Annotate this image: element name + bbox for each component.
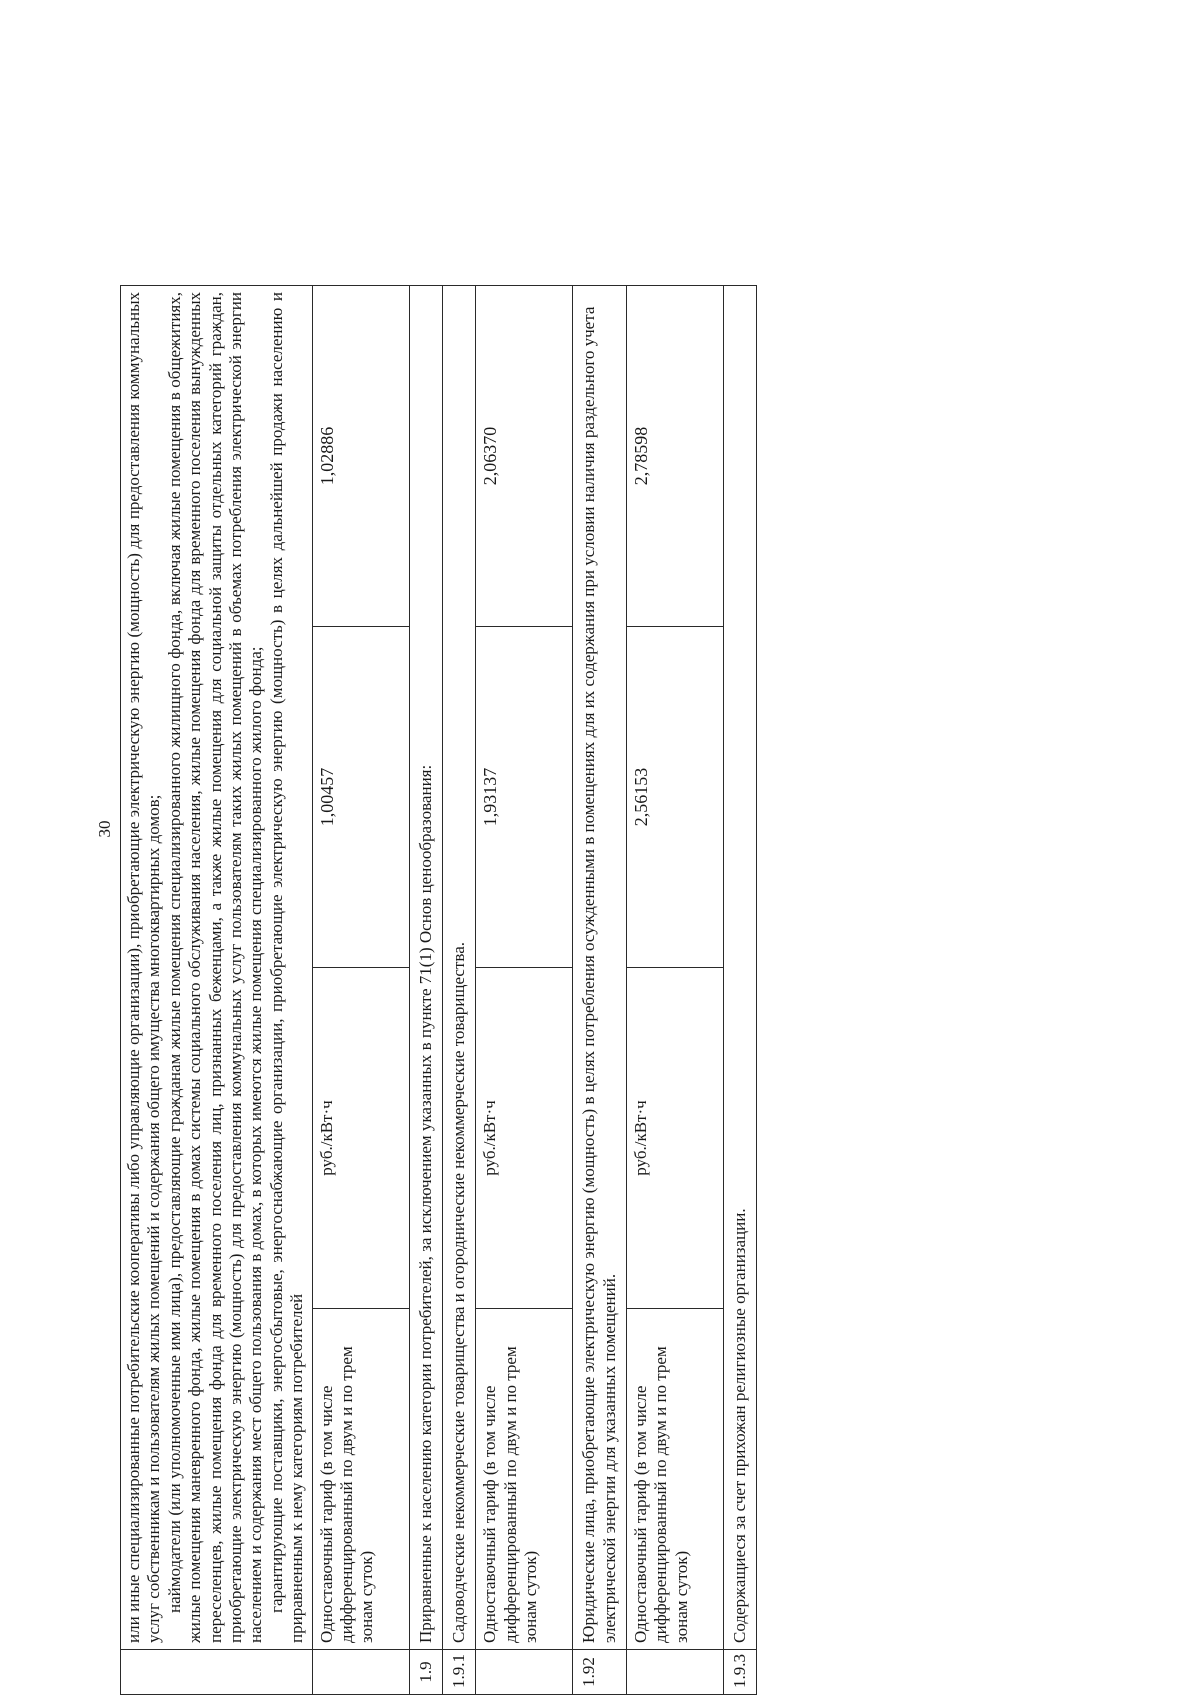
section-text: Содержащиеся за счет прихожан религиозные организации.: [724, 286, 757, 1650]
row-number: [312, 1650, 409, 1695]
tariff-label: Одноставочный тариф (в том числе дифференцированный по двум и по трем зонам суток): [476, 1309, 573, 1650]
tariff-label: Одноставочный тариф (в том числе дифференцированный по двум и по трем зонам суток): [312, 1309, 409, 1650]
section-text: Садоводческие некоммерческие товарищества и огороднические некоммерческие товарищества.: [442, 286, 475, 1650]
tariff-value-first-half: 1,93137: [476, 627, 573, 968]
tariff-value-second-half: 2,78598: [627, 286, 724, 627]
tariff-label: Одноставочный тариф (в том числе дифференцированный по двум и по трем зонам суток): [627, 1309, 724, 1650]
row-number: [476, 1650, 573, 1695]
section-row: [409, 286, 442, 1695]
tariff-value-first-half: 1,00457: [312, 627, 409, 968]
row-number: [627, 1650, 724, 1695]
intro-paragraph: или иные специализированные потребительские кооперативы либо управляющие организации), приобретающие электрическую энергию (мощность) для предоставления коммунальных услуг собственникам и пользователям жилых помещений и содержания общего имущества многоквартирных домов;: [124, 292, 164, 1643]
section-row: [724, 286, 757, 1695]
section-text: Приравненные к населению категории потребителей, за исключением указанных в пункте 71(1) Основ ценообразования:: [409, 286, 442, 1650]
row-number: 1.9: [409, 1650, 442, 1695]
tariff-value-second-half: 1,02886: [312, 286, 409, 627]
intro-row: [121, 286, 313, 1695]
row-number: 1.9.1: [442, 1650, 475, 1695]
row-number: 1.92: [573, 1650, 627, 1695]
section-row: [442, 286, 475, 1695]
intro-paragraph: наймодатели (или уполномоченные ими лица), предоставляющие гражданам жилые помещения специализированного жилищного фонда, включая жилые помещения в общежитиях, жилые помещения маневренного фонда, жилые помещения в домах системы социального обслуживания населения, жилые помещения фонда для временного поселения вынужденных переселенцев, жилые помещения фонда для временного поселения лиц, признанных беженцами, а также жилые помещения для социальной защиты отдельных категорий граждан, приобретающие электрическую энергию (мощность) для предоставления коммунальных услуг пользователям таких жилых помещений в объемах потребления электрической энергии населением и содержания мест общего пользования в домах, в которых имеются жилые помещения специализированного жилого фонда;: [164, 292, 266, 1643]
section-row: [573, 286, 627, 1695]
tariff-value-first-half: 2,56153: [627, 627, 724, 968]
row-number: [121, 1650, 313, 1695]
tariff-row: [627, 286, 724, 1695]
intro-text-cell: [121, 286, 313, 1650]
tariff-table: [120, 285, 757, 1695]
section-text: Юридические лица, приобретающие электрическую энергию (мощность) в целях потребления осужденными в помещениях для их содержания при условии наличия раздельного учета электрической энергии для указанных помещений.: [573, 286, 627, 1650]
row-number: 1.9.3: [724, 1650, 757, 1695]
unit-cell: руб./кВт·ч: [627, 968, 724, 1309]
unit-cell: руб./кВт·ч: [476, 968, 573, 1309]
tariff-row: [312, 286, 409, 1695]
intro-paragraph: гарантирующие поставщики, энергосбытовые, энергоснабжающие организации, приобретающие электрическую энергию (мощность) в целях дальнейшей продажи населению и приравненным к нему категориям потребителей: [266, 292, 307, 1643]
unit-cell: руб./кВт·ч: [312, 968, 409, 1309]
tariff-table-body: [121, 286, 757, 1695]
page-number: 30: [95, 820, 114, 838]
tariff-row: [476, 286, 573, 1695]
tariff-value-second-half: 2,06370: [476, 286, 573, 627]
tariff-table-sheet: [120, 285, 976, 1695]
